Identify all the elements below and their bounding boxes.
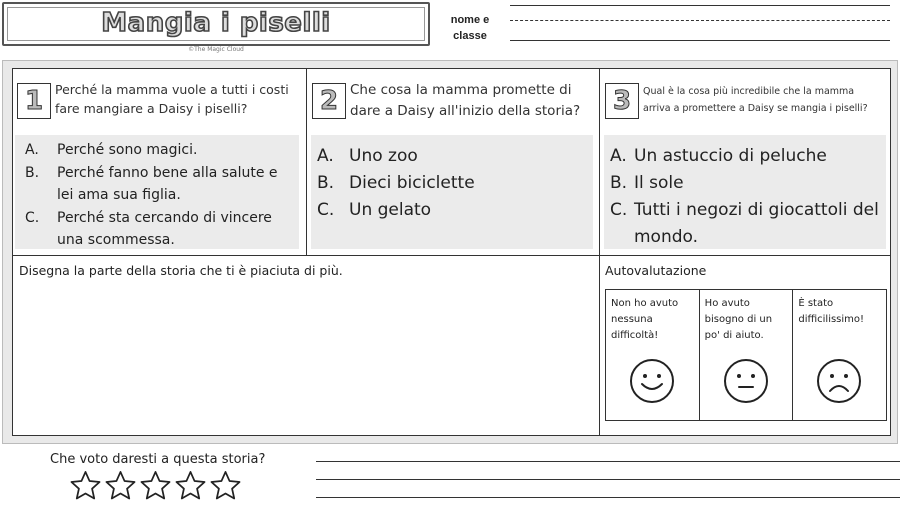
star-rating [70, 470, 241, 501]
worksheet-grid [12, 68, 891, 436]
answer-3b[interactable] [610, 170, 884, 197]
answer-text: Un gelato [349, 200, 432, 220]
comment-line-1[interactable] [316, 461, 900, 462]
answer-text: Tutti i negozi di giocattoli del mondo. [634, 200, 879, 247]
name-label-line2: classe [453, 30, 487, 42]
worksheet-panel [2, 60, 898, 444]
answer-text: Uno zoo [349, 146, 418, 166]
title-area [2, 0, 430, 60]
name-line-top[interactable] [510, 5, 890, 6]
drawing-area[interactable] [15, 283, 595, 433]
self-assessment-text: È stato difficilissimo! [798, 298, 865, 325]
self-assessment-text: Ho avuto bisogno di un po' di aiuto. [704, 298, 773, 341]
answer-text: Perché sta cercando di vincere una scommessa. [57, 209, 272, 248]
star-icon[interactable] [140, 470, 171, 501]
question-2-text: Che cosa la mamma promette di dare a Daisy all'inizio della storia? [350, 82, 581, 119]
answer-1b[interactable] [25, 162, 287, 207]
bottom-column-divider [599, 255, 600, 435]
question-1-answers [15, 135, 299, 249]
star-icon[interactable] [70, 470, 101, 501]
column-divider-2 [599, 69, 600, 255]
self-assessment-option-some-help[interactable] [700, 290, 794, 420]
watermark: ©The Magic Cloud [188, 46, 244, 53]
name-class-label [440, 12, 500, 44]
self-assessment-text: Non ho avuto nessuna difficoltà! [611, 298, 679, 341]
row-divider [13, 255, 890, 256]
comment-line-2[interactable] [316, 479, 900, 480]
answer-1c[interactable] [25, 207, 287, 252]
answer-letter: C. [25, 209, 40, 226]
question-number-2: 2 [312, 83, 346, 119]
answer-3a[interactable] [610, 143, 884, 170]
question-3-header [601, 77, 886, 123]
answer-letter: C. [317, 200, 335, 220]
star-icon[interactable] [105, 470, 136, 501]
answer-letter: A. [317, 146, 334, 166]
name-line-dashed[interactable] [510, 20, 890, 21]
answer-letter: C. [610, 200, 628, 220]
comment-line-3[interactable] [316, 497, 900, 498]
happy-face-icon [629, 358, 675, 404]
answer-letter: B. [25, 164, 40, 181]
question-1-text: Perché la mamma vuole a tutti i costi fare mangiare a Daisy i piselli? [55, 82, 289, 116]
answer-text: Perché sono magici. [57, 142, 198, 158]
answer-text: Un astuccio di peluche [634, 146, 827, 166]
question-2-answers [311, 135, 593, 249]
answer-2b[interactable] [317, 170, 593, 197]
answer-3c[interactable] [610, 197, 884, 251]
answer-letter: A. [25, 142, 39, 158]
column-divider-1 [306, 69, 307, 255]
answer-text: Perché fanno bene alla salute e lei ama sua figlia. [57, 164, 278, 203]
neutral-face-icon [723, 358, 769, 404]
star-icon[interactable] [210, 470, 241, 501]
question-1-header [13, 77, 301, 123]
drawing-prompt: Disegna la parte della storia che ti è piaciuta di più. [19, 263, 343, 278]
self-assessment-table [605, 289, 887, 421]
name-line-bottom[interactable] [510, 40, 890, 41]
answer-text: Dieci biciclette [349, 173, 475, 193]
sad-face-icon [816, 358, 862, 404]
answer-2c[interactable] [317, 197, 593, 224]
page-title: Mangia i piselli [101, 8, 331, 38]
answer-letter: A. [610, 146, 627, 166]
vote-question: Che voto daresti a questa storia? [50, 452, 266, 467]
answer-2a[interactable] [317, 143, 593, 170]
answer-letter: B. [317, 173, 335, 193]
question-3-answers [604, 135, 886, 249]
question-number-3: 3 [605, 83, 639, 119]
self-assessment-option-easy[interactable] [606, 290, 700, 420]
star-icon[interactable] [175, 470, 206, 501]
question-3-text: Qual è la cosa più incredibile che la mamma arriva a promettere a Daisy se mangia i piselli? [643, 86, 868, 114]
question-2-header [308, 77, 596, 123]
question-number-1: 1 [17, 83, 51, 119]
answer-text: Il sole [634, 173, 684, 193]
self-assessment-option-hard[interactable] [793, 290, 886, 420]
name-label-line1: nome e [450, 14, 490, 26]
answer-1a[interactable] [25, 139, 287, 162]
answer-letter: B. [610, 173, 628, 193]
self-assessment-title: Autovalutazione [605, 263, 707, 278]
